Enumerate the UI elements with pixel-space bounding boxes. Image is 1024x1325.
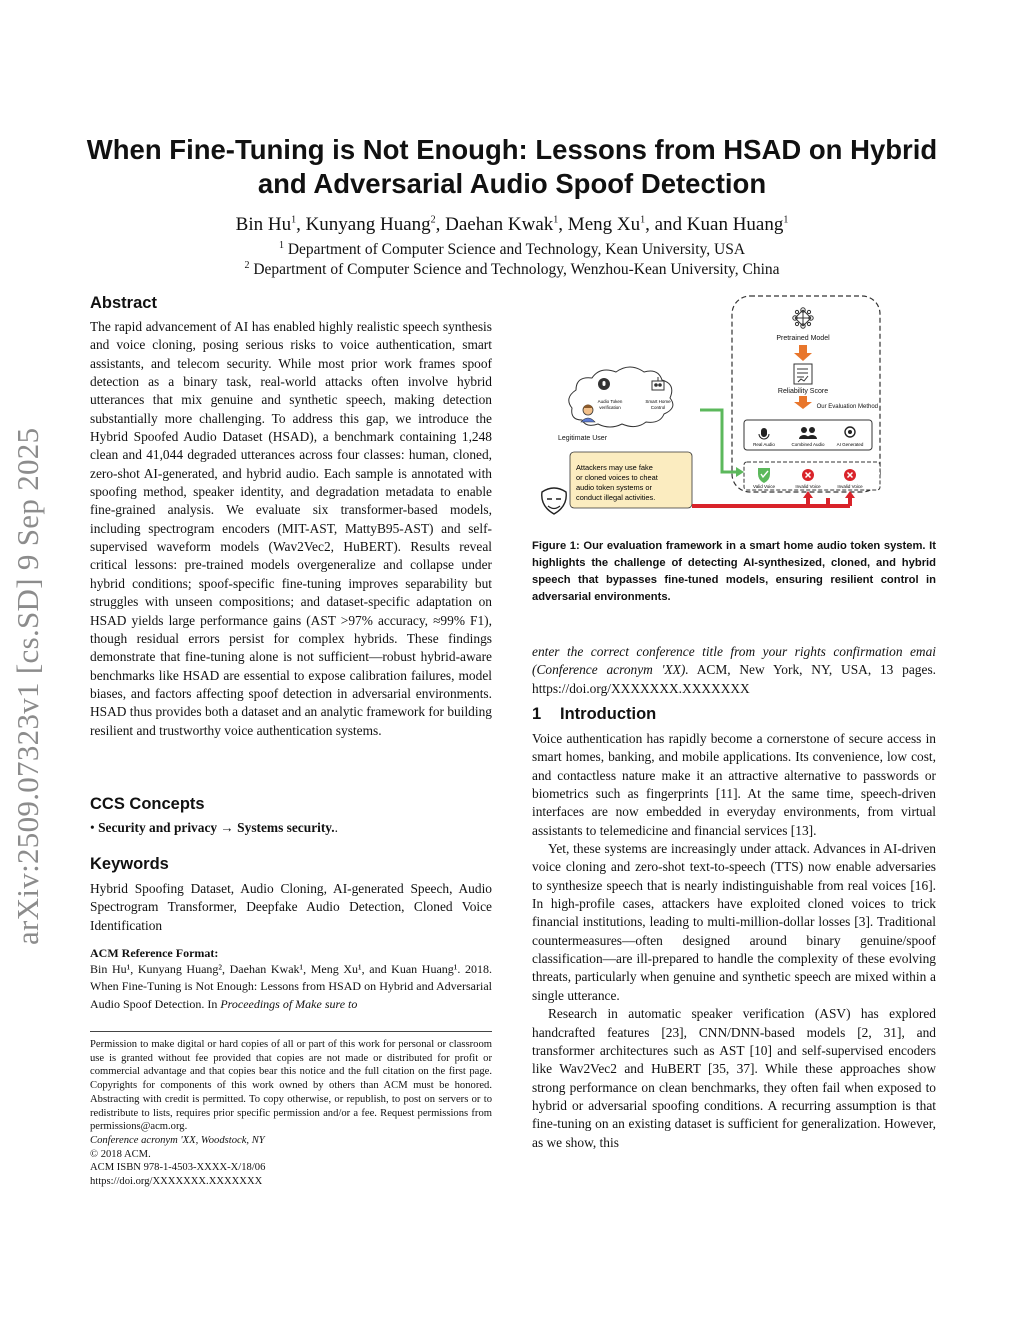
intro-paragraph-3: Research in automatic speaker verification (ASV) has explored handcrafted features [23], CNN/DNN-based models [2, 31], and transformer architectures such as AST [10] and self-supervised encoders like Wav2Vec2 and HuBERT [35, 37]. While these approaches show strong performance on clean benchmarks, they often fail when exposed to hybrid or adversarial spoofing conditions. A recurring assumption is that fine-tuning on an existing dataset is sufficient for generalization. However, as we show, this	[532, 1006, 936, 1150]
acm-ref-authors: Bin Hu¹, Kunyang Huang², Daehan Kwak¹, Meng Xu¹, and Kuan Huang¹.	[90, 962, 461, 976]
ai-generated-label: AI Generated	[836, 442, 864, 447]
author: Kuan Huang	[686, 214, 784, 235]
attack-line-4: conduct illegal activities.	[576, 493, 656, 502]
author-aff: 1	[783, 214, 789, 226]
acm-ref-continued	[532, 643, 936, 698]
intro-body	[532, 730, 936, 1152]
affiliation-text: Department of Computer Science and Technology, Wenzhou-Kean University, China	[253, 261, 780, 278]
affiliation-num: 2	[244, 259, 250, 271]
author: Kunyang Huang	[305, 214, 431, 235]
section-title: Introduction	[560, 705, 657, 723]
acm-ref-text	[90, 961, 492, 1013]
ccs-concepts	[90, 819, 492, 837]
attacker-mask-icon	[542, 488, 567, 514]
ccs-text: Security and privacy → Systems security.	[98, 820, 335, 835]
author: Meng Xu	[567, 214, 641, 235]
title-line-2: and Adversarial Audio Spoof Detection	[257, 168, 767, 199]
conference-line: Conference acronym 'XX, Woodstock, NY	[90, 1134, 265, 1146]
acm-ref-italic: Proceedings of Make sure to	[220, 996, 358, 1011]
affiliation-num: 1	[278, 239, 284, 251]
invalid-icon-1	[802, 469, 814, 481]
legitimate-user-label: Legitimate User	[558, 435, 608, 442]
ccs-bullet: •	[90, 820, 95, 835]
acm-ref-plain: 2018. When Fine-Tuning is Not Enough: Lessons from HSAD on Hybrid and Adversarial Audio Spoof Detection. In	[90, 962, 492, 1011]
footnote-divider	[90, 1031, 492, 1032]
pretrained-model-label: Pretrained Model	[776, 335, 830, 342]
abstract-heading: Abstract	[90, 294, 157, 312]
green-arrow-path	[700, 410, 736, 472]
abstract-text: The rapid advancement of AI has enabled highly realistic speech synthesis and voice cloning, posing serious risks to voice authentication, smart assistants, and telecom security. While most prior work frames spoof detection as a binary task, real-world attacks often involve hybrid utterances that mix genuine and synthetic speech, making detection substantially more challenging. To address this gap, we introduce the Hybrid Spoofed Audio Dataset (HSAD), a benchmark containing 1,248 clean and 41,044 degraded utterances across four classes: human, cloned, zero-shot AI-generated, and hybrid audio. Each sample is annotated with spoofing method, speaker identity, and degradation metadata to enable fine-grained analysis. We evaluate six transformer-based models, including spectrogram encoders (MIT-AST, MattyB95-AST) and self-supervised waveform models (Wav2Vec2, HuBERT). Results reveal critical lessons: pre-trained models overgeneralize and collapse under hybrid conditions; spoof-specific fine-tuning improves separability but struggles with unseen compositions; and dataset-specific adaptation on HSAD yields large performance gains (AST >97% accuracy, ≈99% F1), though residual errors persist for complex hybrids. These findings demonstrate that fine-tuning alone is not sufficient—robust hybrid-aware benchmarks like HSAD are essential to expose calibration failures, model biases, and factors affecting spoof detection in adversarial environments. HSAD thus provides both a dataset and an analytic framework for building resilient and trustworthy voice authentication systems.	[90, 319, 492, 738]
valid-voice-label: Valid Voice	[753, 484, 775, 489]
attack-line-3: audio token systems or	[576, 483, 652, 492]
ccs-period: .	[334, 820, 338, 835]
affiliation-text: Department of Computer Science and Technology, Kean University, USA	[287, 241, 746, 258]
author-aff: 1	[553, 214, 559, 226]
intro-heading	[532, 705, 936, 724]
permission-text: Permission to make digital or hard copies of all or part of this work for personal or classroom use is granted without fee provided that copies are not made or distributed for profit or commercial advantage and that copies bear this notice and the full citation on the first page. Copyrights for components of this work owned by others than ACM must be honored. Abstracting with credit is permitted. To copy otherwise, or republish, to post on servers or to redistribute to lists, requires prior specific permission and/or a fee. Request permissions from permissions@acm.org.	[90, 1039, 492, 1133]
title-line-1: When Fine-Tuning is Not Enough: Lessons from HSAD on Hybrid	[86, 134, 938, 165]
audio-token-label-1: Audio Token	[597, 399, 623, 404]
paper-title	[60, 133, 964, 201]
cloud-shape	[569, 367, 673, 427]
acm-ref-cont-plain: ACM, New York, NY, USA, 13 pages. https://doi.org/XXXXXXX.XXXXXXX	[532, 662, 936, 696]
figure-1-diagram	[532, 292, 936, 522]
orange-arrow-1	[794, 345, 812, 361]
affiliation-2	[60, 261, 964, 279]
smart-home-label-1: Smart Home	[645, 399, 671, 404]
permission-block	[90, 1038, 492, 1189]
smart-home-label-2: Control	[650, 405, 666, 410]
report-icon	[794, 364, 812, 384]
acm-ref-cont-italic: enter the correct conference title from your rights confirmation emai (Conference acronym 'XX).	[532, 644, 936, 678]
intro-paragraph-2: Yet, these systems are increasingly under attack. Advances in AI-driven voice cloning and zero-shot text-to-speech (TTS) now enable adversaries to synthesize speech that is nearly indistinguishable from real voices [16]. In high-profile cases, attackers have exploited cloned voices to trick financial institutions, leading to multi-million-dollar losses [3]. Traditional countermeasures—often designed around binary genuine/spoof classification—are ill-prepared to handle the complexity of these evolving threats, particularly when genuine and synthetic speech are mixed within a single utterance.	[532, 841, 936, 1003]
author-aff: 1	[291, 214, 297, 226]
keywords-heading: Keywords	[90, 855, 169, 873]
keywords-text: Hybrid Spoofing Dataset, Audio Cloning, AI-generated Speech, Audio Spectrogram Transformer, Deepfake Audio Detection, Cloned Voice Identification	[90, 881, 492, 933]
affiliation-1	[60, 241, 964, 259]
figure-1	[532, 292, 936, 522]
arxiv-stamp: arXiv:2509.07323v1 [cs.SD] 9 Sep 2025	[10, 427, 45, 945]
isbn-line: ACM ISBN 978-1-4503-XXXX-X/18/06	[90, 1162, 266, 1174]
copyright-line: © 2018 ACM.	[90, 1148, 151, 1160]
invalid-voice-label-1: Invalid Voice	[795, 484, 821, 489]
ccs-heading: CCS Concepts	[90, 795, 205, 813]
our-method-label: Our Evaluation Method	[816, 404, 878, 410]
audio-token-icon	[598, 378, 610, 390]
real-audio-label: Real Audio	[753, 442, 775, 447]
author: Bin Hu	[235, 214, 292, 235]
attack-line-2: or cloned voices to cheat	[576, 473, 658, 482]
doi-line: https://doi.org/XXXXXXX.XXXXXXX	[90, 1176, 263, 1188]
author: Daehan Kwak	[445, 214, 554, 235]
invalid-icon-2	[844, 469, 856, 481]
green-arrowhead	[736, 467, 744, 477]
author-aff: 1	[640, 214, 646, 226]
neural-network-icon	[793, 308, 813, 328]
orange-arrow-2	[794, 396, 812, 409]
author-list: Bin Hu$^1$, Kunyang Huang$^2$, Daehan Kwak$^1$, Meng Xu$^1$, and Kuan Huang$^1$	[235, 214, 789, 235]
acm-ref-heading: ACM Reference Format:	[90, 946, 219, 960]
figure-caption: Figure 1: Our evaluation framework in a smart home audio token system. It highlights the challenge of detecting AI-synthesized, cloned, and hybrid speech that bypasses fine-tuned models, ensuring resilient control in adversarial environments.	[532, 540, 936, 603]
audio-token-label-2: verification	[599, 405, 621, 410]
invalid-voice-label-2: Invalid Voice	[837, 484, 863, 489]
author-aff: 2	[430, 214, 436, 226]
section-number: 1	[532, 705, 542, 723]
attack-line-1: Attackers may use fake	[576, 463, 653, 472]
intro-paragraph-1: Voice authentication has rapidly become a cornerstone of secure access in smart homes, banking, and mobile applications. Its convenience, low cost, and contactless nature make it an attractive alternative to passwords or biometrics such as fingerprints [11]. At the same time, speech-driven interfaces are now embedded in everyday environments, from virtual assistants to telemedicine and financial services [13].	[532, 731, 936, 838]
reliability-score-label: Reliability Score	[777, 388, 829, 395]
combined-audio-label: Combined Audio	[791, 442, 825, 447]
